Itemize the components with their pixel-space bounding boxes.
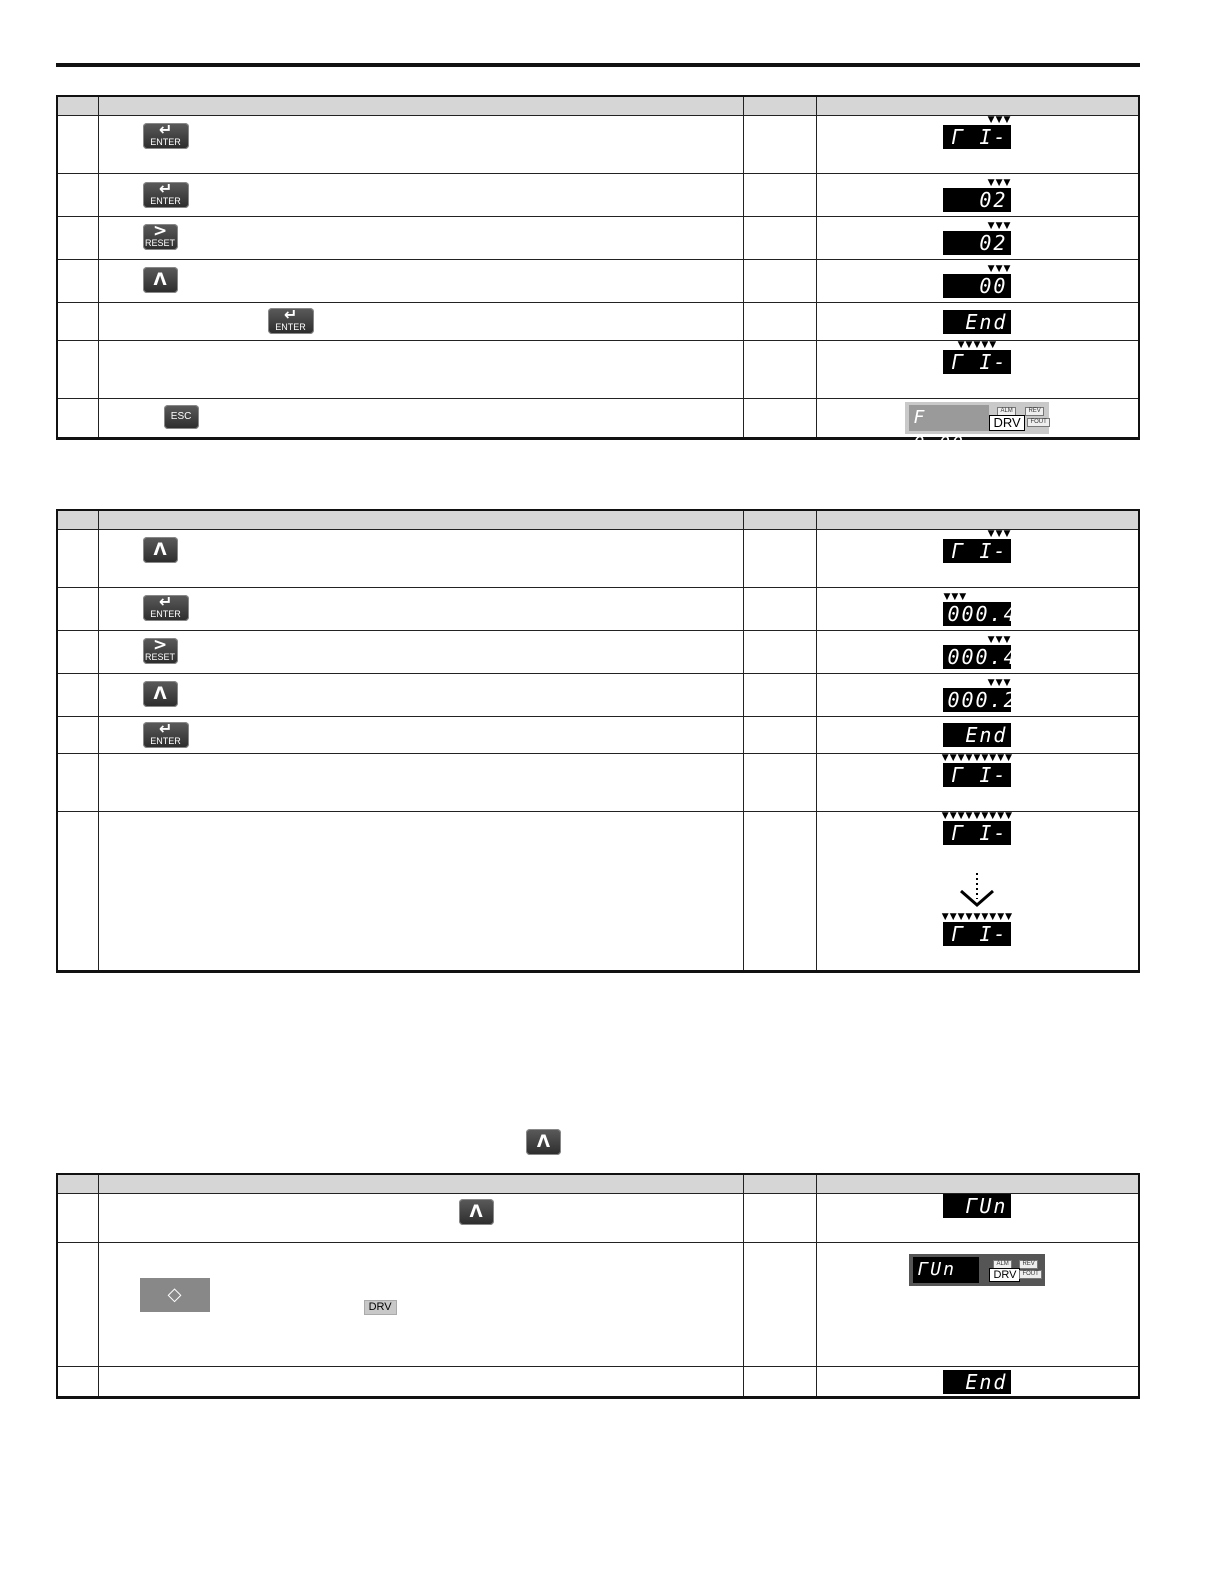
blink-indicator: ▼▼▼ <box>987 529 1012 539</box>
table-row <box>57 116 1139 174</box>
enter-key[interactable]: ↵ ENTER <box>143 123 189 149</box>
blink-indicator: ▼▼▼▼▼▼▼▼▼ <box>941 912 1014 922</box>
led-display: Γ I-07 <box>943 922 1011 946</box>
up-key[interactable] <box>143 681 178 707</box>
table-row <box>57 341 1139 399</box>
led-display: 00 <box>943 274 1011 298</box>
enter-key[interactable]: ↵ ENTER <box>143 722 189 748</box>
led-display: Γ I-0I <box>943 350 1011 374</box>
blink-indicator: ▼▼▼ <box>987 263 1012 274</box>
blink-indicator: ▼▼▼ <box>943 591 968 602</box>
up-arrow-icon: Λ <box>153 270 167 290</box>
run-key[interactable] <box>140 1278 210 1312</box>
up-arrow-icon: Λ <box>469 1202 483 1222</box>
table-header-row <box>57 96 1139 116</box>
up-arrow-icon: Λ <box>153 684 167 704</box>
blink-indicator: ▼▼▼ <box>987 220 1012 231</box>
alm-indicator: ALM <box>993 1260 1011 1269</box>
table-row <box>57 399 1139 439</box>
enter-icon: ↵ <box>158 719 173 738</box>
blink-indicator: ▼▼▼ <box>987 677 1012 688</box>
blink-indicator: ▼▼▼▼▼ <box>957 340 998 350</box>
drive-mode-panel <box>909 1254 1045 1306</box>
reset-key[interactable]: > RESET <box>143 638 178 664</box>
esc-icon: ESC <box>170 411 192 422</box>
alm-indicator: ALM <box>997 407 1015 416</box>
table-row <box>57 217 1139 260</box>
led-display: End <box>943 1370 1011 1394</box>
led-display: Γ I-0I <box>943 125 1011 149</box>
enter-key[interactable]: ↵ ENTER <box>268 308 314 334</box>
enter-key[interactable]: ↵ ENTER <box>143 182 189 208</box>
procedure-table-2 <box>56 509 1140 973</box>
table-row <box>57 174 1139 217</box>
rev-indicator: REV <box>1025 407 1043 416</box>
table-header-row <box>57 510 1139 530</box>
table-row <box>57 674 1139 717</box>
drv-badge: DRV <box>364 1300 397 1315</box>
blink-indicator: ▼▼▼ <box>987 634 1012 645</box>
led-display: Γ I-03 <box>943 821 1011 845</box>
scroll-down-arrow-icon <box>957 871 997 911</box>
led-display: 02 <box>943 188 1011 212</box>
blink-indicator: ▼▼▼▼▼▼▼▼▼ <box>941 811 1014 821</box>
up-key[interactable] <box>143 267 178 293</box>
table-row <box>57 717 1139 754</box>
up-arrow-icon: Λ <box>153 540 167 560</box>
procedure-table-1 <box>56 95 1140 454</box>
top-rule <box>56 63 1140 67</box>
table-row <box>57 754 1139 812</box>
table-row <box>57 812 1139 972</box>
up-arrow-icon: Λ <box>536 1132 551 1152</box>
table-row <box>57 1194 1139 1243</box>
led-display: 02 <box>943 231 1011 255</box>
esc-key[interactable] <box>164 405 199 429</box>
led-display: End <box>943 310 1011 334</box>
led-display: F 0.00 <box>909 405 989 431</box>
reset-key[interactable]: > RESET <box>143 224 178 250</box>
led-display: ΓUn I0 <box>913 1257 979 1283</box>
table-row <box>57 588 1139 631</box>
led-display: Γ I-02 <box>943 539 1011 563</box>
enter-key[interactable]: ↵ ENTER <box>143 595 189 621</box>
up-key[interactable] <box>459 1199 494 1225</box>
up-key[interactable] <box>526 1129 561 1155</box>
table-row <box>57 260 1139 303</box>
enter-icon: ↵ <box>158 179 173 198</box>
table-row <box>57 1367 1139 1398</box>
table-row <box>57 530 1139 588</box>
reset-icon: > <box>152 221 168 241</box>
blink-indicator: ▼▼▼ <box>987 177 1012 188</box>
drv-indicator: DRV <box>989 415 1024 431</box>
enter-icon: ↵ <box>283 305 298 324</box>
fout-indicator: FOUT <box>1027 418 1049 427</box>
led-display: Γ I-02 <box>943 763 1011 787</box>
procedure-table-3 <box>56 1173 1140 1399</box>
drive-mode-panel <box>905 402 1049 454</box>
led-display: ΓUn I0 <box>943 1194 1011 1218</box>
up-key[interactable] <box>143 537 178 563</box>
blink-indicator: ▼▼▼ <box>987 115 1012 125</box>
drv-indicator: DRV <box>989 1268 1020 1282</box>
enter-icon: ↵ <box>158 120 173 139</box>
led-display: 000.20 <box>943 688 1011 712</box>
led-display: 000.40 <box>943 602 1011 626</box>
led-display: 000.40 <box>943 645 1011 669</box>
table-row <box>57 303 1139 341</box>
table-header-row <box>57 1174 1139 1194</box>
table-row <box>57 631 1139 674</box>
blink-indicator: ▼▼▼▼▼▼▼▼▼ <box>941 753 1014 763</box>
reset-icon: > <box>152 635 168 655</box>
table-row <box>57 1243 1139 1367</box>
run-icon: ◇ <box>167 1284 182 1305</box>
led-display: End <box>943 723 1011 747</box>
enter-icon: ↵ <box>158 592 173 611</box>
rev-indicator: REV <box>1019 1260 1037 1269</box>
fout-indicator: FOUT <box>1019 1270 1041 1279</box>
